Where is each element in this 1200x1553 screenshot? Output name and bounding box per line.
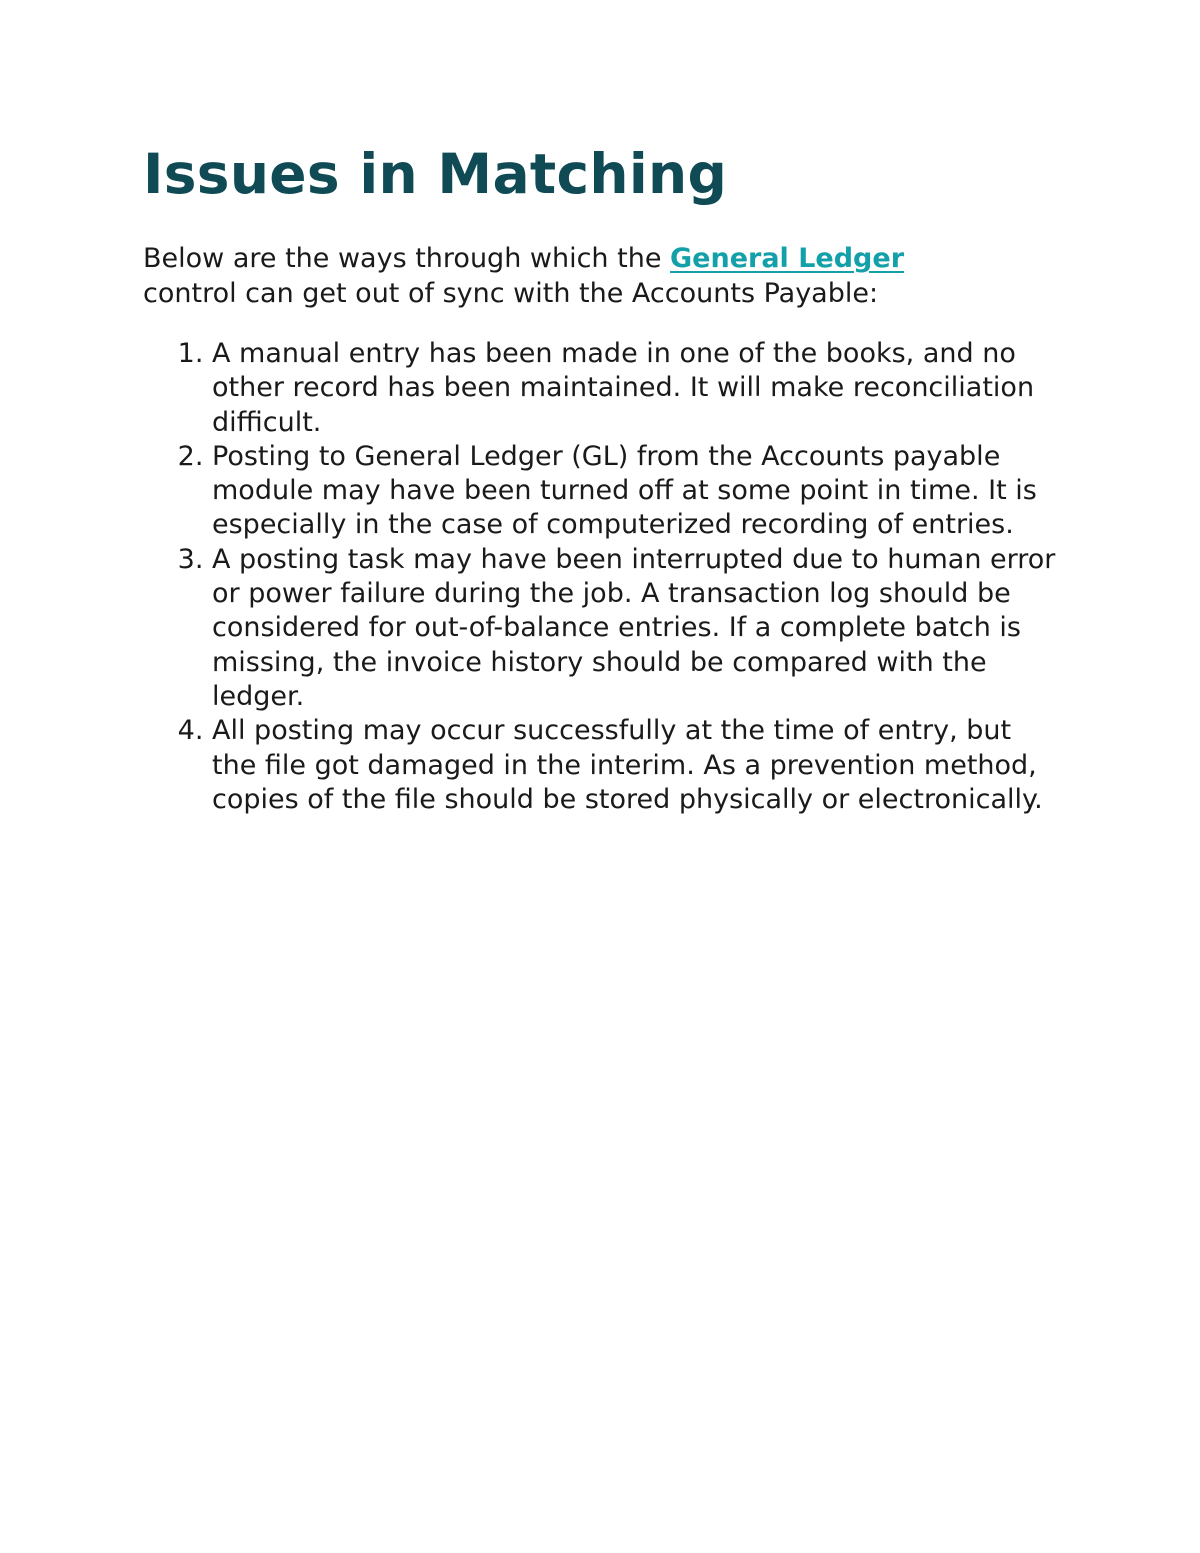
general-ledger-link[interactable]: General Ledger: [670, 243, 905, 274]
list-item: 2. Posting to General Ledger (GL) from the Accounts payable module may have been turned off at some point in time. It is especially in the case of computerized recording of entries.: [212, 440, 1057, 543]
document-page: [143, 140, 1063, 817]
intro-text-before: Below are the ways through which the: [143, 243, 671, 274]
intro-text-after: control can get out of sync with the Accounts Payable:: [143, 277, 879, 309]
intro-paragraph: [143, 242, 943, 311]
list-item: 4. All posting may occur successfully at the time of entry, but the file got damaged in the interim. As a prevention method, copies of the file should be stored physically or electronically.: [212, 714, 1057, 817]
list-item: 3. A posting task may have been interrupted due to human error or power failure during the job. A transaction log should be considered for out-of-balance entries. If a complete batch is missing, the invoice history should be compared with the ledger.: [212, 543, 1057, 714]
page-title: Issues in Matching: [143, 142, 728, 206]
issues-list: [143, 337, 1057, 817]
list-item: 1. A manual entry has been made in one of the books, and no other record has been maintained. It will make reconciliation difficult.: [212, 337, 1057, 440]
